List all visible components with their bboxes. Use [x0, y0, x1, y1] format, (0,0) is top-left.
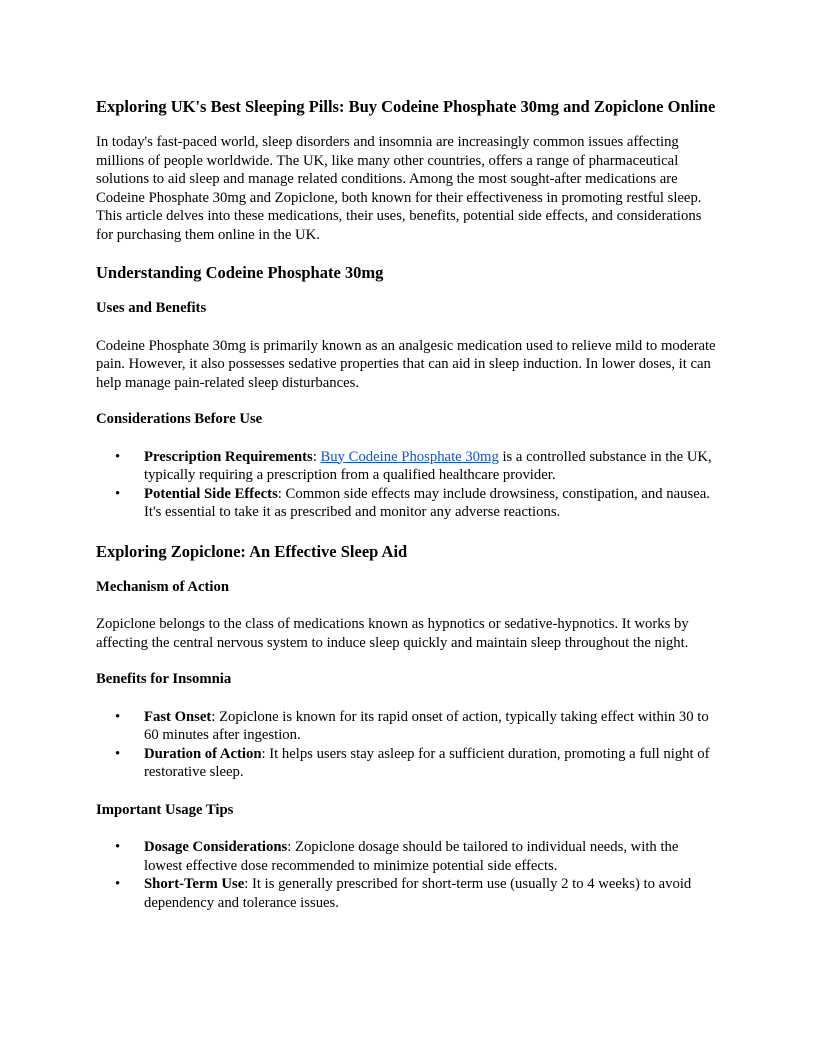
subheading-uses-benefits: Uses and Benefits — [96, 300, 207, 316]
list-item — [96, 708, 720, 745]
item-label: Prescription Requirements — [144, 448, 313, 465]
item-label: Fast Onset — [144, 708, 212, 725]
uses-paragraph: Codeine Phosphate 30mg is primarily known as an analgesic medication used to relieve mild to moderate pain. However, it also possesses sedative properties that can aid in sleep induction. In lower doses, it can help manage pain-related sleep disturbances. — [96, 337, 716, 391]
item-text: : It helps users stay asleep for a sufficient duration, promoting a full night of restorative sleep. — [144, 745, 710, 780]
subheading-mechanism: Mechanism of Action — [96, 578, 229, 595]
item-separator: : — [312, 448, 321, 465]
bullet-icon: • — [115, 708, 121, 725]
item-text: : Common side effects may include drowsiness, constipation, and nausea. It's essential to take it as prescribed and monitor any adverse reactions. — [144, 485, 710, 520]
benefits-list — [96, 708, 720, 782]
subheading-benefits: Benefits for Insomnia — [96, 671, 232, 687]
bullet-icon: • — [115, 448, 121, 465]
subheading-usage-tips: Important Usage Tips — [96, 801, 234, 818]
item-text: : Zopiclone dosage should be tailored to individual needs, with the lowest effective dose recommended to minimize potential side effects. — [144, 839, 679, 874]
item-text: : Zopiclone is known for its rapid onset of action, typically taking effect within 30 to 60 minutes after ingestion. — [144, 708, 709, 743]
section-heading-codeine: Understanding Codeine Phosphate 30mg — [96, 263, 384, 282]
section-heading-zopiclone: Exploring Zopiclone: An Effective Sleep Aid — [96, 541, 408, 561]
list-item — [96, 838, 720, 875]
list-item — [96, 448, 720, 485]
list-item — [96, 745, 720, 782]
considerations-list — [96, 448, 720, 522]
intro-paragraph: In today's fast-paced world, sleep disorders and insomnia are increasingly common issues affecting millions of people worldwide. The UK, like many other countries, offers a range of pharmaceutical solutions to aid sleep and manage related conditions. Among the most sought-after medications are Codeine Phosphate 30mg and Zopiclone, both known for their effectiveness in promoting restful sleep. This article delves into these medications, their uses, benefits, potential side effects, and considerations for purchasing them online in the UK. — [96, 134, 702, 243]
bullet-icon: • — [115, 745, 121, 762]
buy-codeine-link[interactable]: Buy Codeine Phosphate 30mg — [320, 448, 499, 465]
item-label: Potential Side Effects — [144, 485, 278, 502]
bullet-icon: • — [115, 839, 121, 855]
document-body — [96, 96, 720, 931]
item-label: Duration of Action — [144, 745, 262, 762]
list-item — [96, 485, 720, 522]
item-label: Dosage Considerations — [144, 839, 288, 855]
subheading-considerations: Considerations Before Use — [96, 411, 263, 427]
item-text: : It is generally prescribed for short-term use (usually 2 to 4 weeks) to avoid dependency and tolerance issues. — [144, 876, 692, 911]
page-title: Exploring UK's Best Sleeping Pills: Buy Codeine Phosphate 30mg and Zopiclone Online — [96, 97, 716, 116]
item-label: Short-Term Use — [144, 876, 245, 892]
usage-tips-list — [96, 838, 720, 912]
bullet-icon: • — [115, 876, 121, 892]
bullet-icon: • — [115, 485, 121, 502]
list-item — [96, 875, 720, 912]
mechanism-paragraph: Zopiclone belongs to the class of medications known as hypnotics or sedative-hypnotics. It works by affecting the central nervous system to induce sleep quickly and maintain sleep throughout the night. — [96, 616, 689, 651]
item-text: is a controlled substance in the UK, typically requiring a prescription from a qualified healthcare provider. — [144, 448, 712, 483]
